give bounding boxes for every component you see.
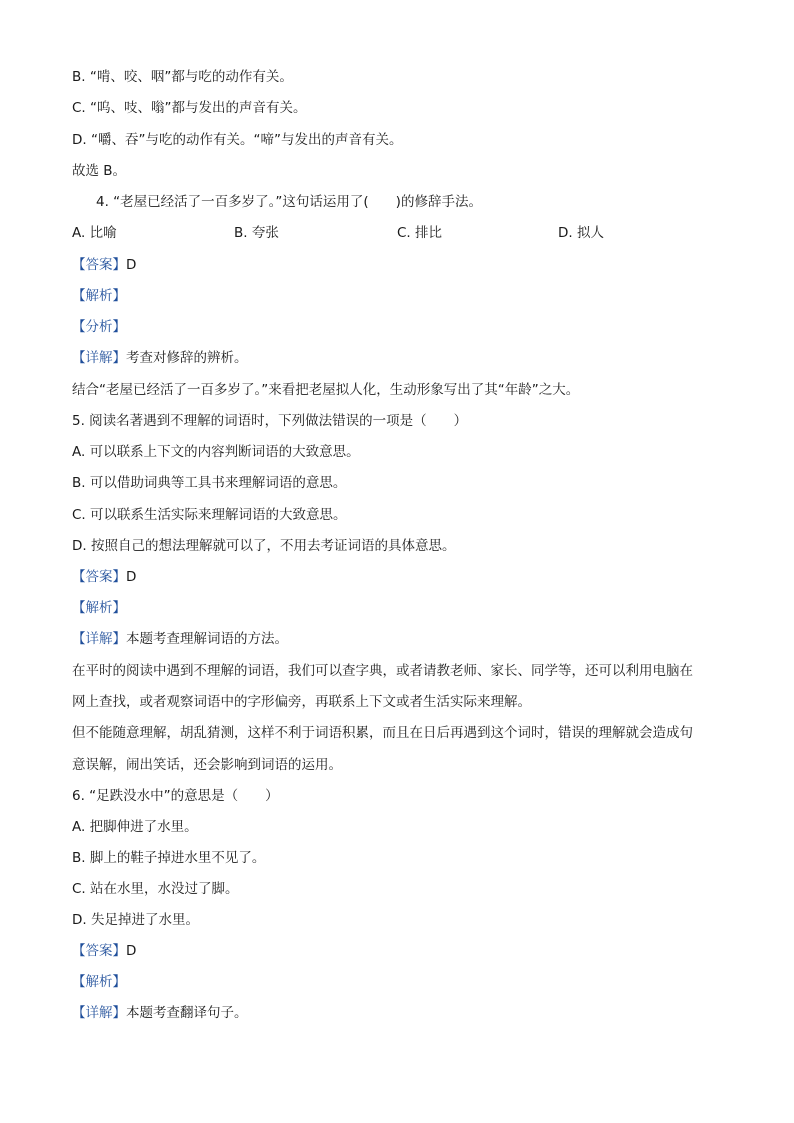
q6-answer-tag: 【答案】 xyxy=(72,943,126,959)
q6-stem: 6. “足跌没水中”的意思是（ ） xyxy=(72,788,279,804)
q4-detail-text-2: 结合“老屋已经活了一百多岁了。”来看把老屋拟人化，生动形象写出了其“年龄”之大。 xyxy=(72,382,580,398)
q6-analysis-tag: 【解析】 xyxy=(72,974,126,990)
q4-detail-text-1: 考查对修辞的辨析。 xyxy=(126,350,248,366)
q5-analysis-tag: 【解析】 xyxy=(72,600,126,616)
q6-option-a: A. 把脚伸进了水里。 xyxy=(72,819,198,835)
q5-detail-text-1: 本题考查理解词语的方法。 xyxy=(126,631,288,647)
q4-option-a: A. 比喻 xyxy=(72,225,117,241)
q4-option-d: D. 拟人 xyxy=(558,225,604,241)
q4-detail-line xyxy=(72,348,248,368)
q5-answer-value: D xyxy=(126,569,137,585)
q4-analysis-tag: 【解析】 xyxy=(72,288,126,304)
q5-detail-text-3: 网上查找，或者观察词语中的字形偏旁，再联系上下文或者生活实际来理解。 xyxy=(72,694,531,710)
q5-detail-line xyxy=(72,629,288,649)
q6-option-c: C. 站在水里，水没过了脚。 xyxy=(72,881,239,897)
q5-stem: 5. 阅读名著遇到不理解的词语时，下列做法错误的一项是（ ） xyxy=(72,413,468,429)
q6-answer-value: D xyxy=(126,943,137,959)
q3-option-c-explanation: C. “呜、吱、嗡”都与发出的声音有关。 xyxy=(72,100,307,116)
q4-answer-tag: 【答案】 xyxy=(72,257,126,273)
q5-analysis-line xyxy=(72,598,126,618)
q4-answer-value: D xyxy=(126,257,137,273)
q5-detail-text-2: 在平时的阅读中遇到不理解的词语，我们可以查字典，或者请教老师、家长、同学等，还可以利用电脑在 xyxy=(72,663,693,679)
q5-option-c: C. 可以联系生活实际来理解词语的大致意思。 xyxy=(72,507,347,523)
q6-option-b: B. 脚上的鞋子掉进水里不见了。 xyxy=(72,850,266,866)
q6-option-d: D. 失足掉进了水里。 xyxy=(72,912,199,928)
q5-option-b: B. 可以借助词典等工具书来理解词语的意思。 xyxy=(72,475,347,491)
q5-detail-text-4: 但不能随意理解，胡乱猜测，这样不利于词语积累，而且在日后再遇到这个词时，错误的理解就会造成句 xyxy=(72,725,693,741)
q4-option-b: B. 夸张 xyxy=(234,225,279,241)
q4-analysis-line xyxy=(72,286,126,306)
q4-detail-tag: 【详解】 xyxy=(72,350,126,366)
q4-answer-line xyxy=(72,255,136,275)
q6-detail-tag: 【详解】 xyxy=(72,1005,126,1021)
q5-answer-line xyxy=(72,567,136,587)
q4-fenxi-tag: 【分析】 xyxy=(72,319,126,335)
q6-detail-line xyxy=(72,1003,248,1023)
q5-answer-tag: 【答案】 xyxy=(72,569,126,585)
q3-option-d-explanation: D. “嚼、吞”与吃的动作有关。“啼”与发出的声音有关。 xyxy=(72,132,403,148)
q4-option-c: C. 排比 xyxy=(397,225,443,241)
q5-detail-text-5: 意误解，闹出笑话，还会影响到词语的运用。 xyxy=(72,757,342,773)
q6-analysis-line xyxy=(72,972,126,992)
q6-detail-text-1: 本题考查翻译句子。 xyxy=(126,1005,248,1021)
q4-stem: 4. “老屋已经活了一百多岁了。”这句话运用了( )的修辞手法。 xyxy=(96,194,482,210)
q6-answer-line xyxy=(72,941,136,961)
q5-option-a: A. 可以联系上下文的内容判断词语的大致意思。 xyxy=(72,444,360,460)
q3-conclusion: 故选 B。 xyxy=(72,163,127,179)
q3-option-b-explanation: B. “啃、咬、咽”都与吃的动作有关。 xyxy=(72,69,293,85)
q5-detail-tag: 【详解】 xyxy=(72,631,126,647)
q4-fenxi-line xyxy=(72,317,126,337)
q5-option-d: D. 按照自己的想法理解就可以了，不用去考证词语的具体意思。 xyxy=(72,538,456,554)
